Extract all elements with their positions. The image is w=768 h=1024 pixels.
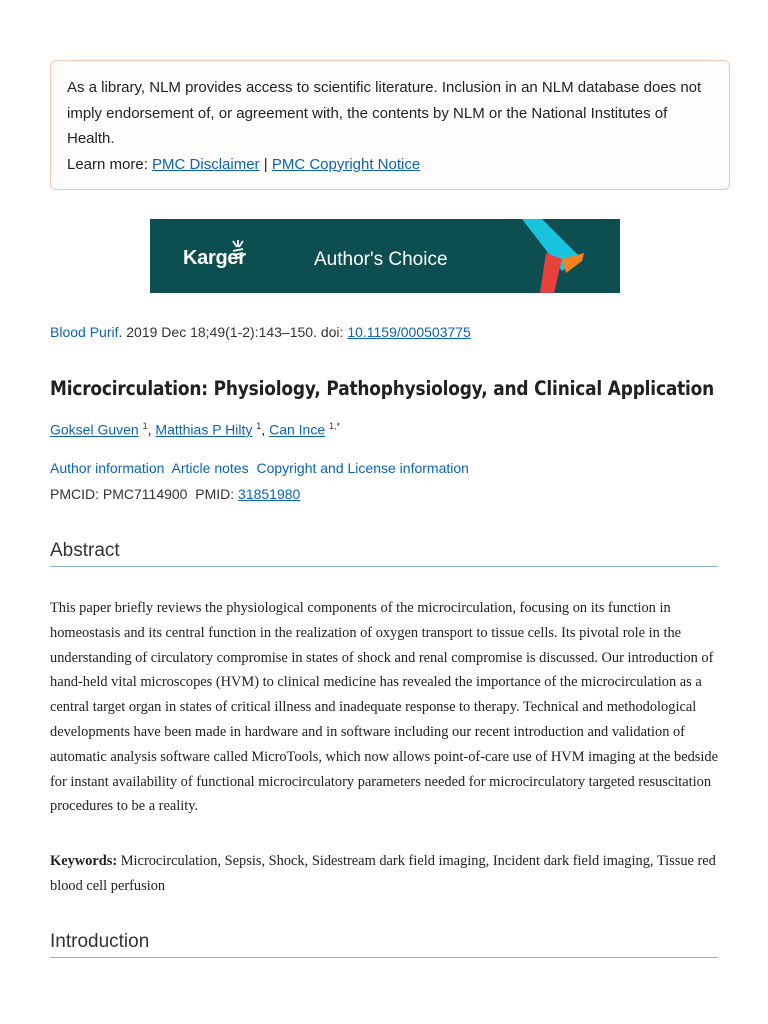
pmc-copyright-link[interactable]: PMC Copyright Notice bbox=[271, 155, 421, 173]
citation-details: . 2019 Dec 18;49(1-2):143–150. doi: bbox=[118, 324, 348, 340]
abstract-heading: Abstract bbox=[50, 540, 718, 567]
author-link[interactable]: Can Ince bbox=[269, 421, 326, 438]
keywords-list: Microcirculation, Sepsis, Shock, Sidestream dark field imaging, Incident dark field imaging, Tissue red blood cell perfusion bbox=[50, 853, 716, 894]
citation-line bbox=[50, 324, 471, 340]
author-information-link[interactable]: Author information bbox=[50, 460, 165, 476]
nlm-disclaimer-notice bbox=[50, 60, 730, 190]
pmcid: PMCID: PMC7114900 bbox=[50, 486, 188, 502]
author-affiliation-sup: 1 bbox=[256, 421, 262, 431]
author-list: Goksel Guven $^1$, Matthias P Hilty $^1$, Can Ince $^{1,*}$ bbox=[50, 421, 341, 438]
copyright-license-link[interactable]: Copyright and License information bbox=[256, 460, 469, 476]
journal-link[interactable]: Blood Purif bbox=[50, 324, 119, 340]
keywords-label: Keywords: bbox=[50, 853, 118, 869]
notice-text: As a library, NLM provides access to scientific literature. Inclusion in an NLM database does not imply endorsement of, or agreement with, the contents by NLM or the National Institutes of Health. bbox=[67, 79, 702, 147]
pmid-label: PMID: bbox=[195, 486, 235, 502]
author-affiliation-sup: 1 bbox=[142, 421, 148, 431]
article-info-links bbox=[50, 460, 473, 476]
article-title: Microcirculation: Physiology, Pathophysiology, and Clinical Application bbox=[50, 377, 715, 400]
link-separator: | bbox=[263, 155, 268, 173]
banner-ribbon-graphic-icon bbox=[500, 219, 620, 293]
author-link[interactable]: Matthias P Hilty bbox=[155, 421, 253, 438]
pmc-disclaimer-link[interactable]: PMC Disclaimer bbox=[152, 155, 260, 173]
article-identifiers bbox=[50, 486, 300, 502]
author-affiliation-sup: 1,* bbox=[329, 421, 341, 431]
authors-choice-label: Author's Choice bbox=[314, 249, 448, 270]
introduction-heading: Introduction bbox=[50, 931, 718, 958]
doi-link[interactable]: 10.1159/000503775 bbox=[347, 324, 471, 340]
article-notes-link[interactable]: Article notes bbox=[171, 460, 249, 476]
learn-more-line bbox=[67, 152, 713, 178]
keywords bbox=[50, 849, 720, 899]
author-link[interactable]: Goksel Guven bbox=[50, 421, 139, 438]
karger-logo: Karger bbox=[183, 247, 246, 269]
abstract-text: This paper briefly reviews the physiological components of the microcirculation, focusing on its function in homeostasis and its central function in the realization of oxygen transport to tissue cells. Its pivotal role in the understanding of circulatory compromise in states of shock and renal compromise is discussed. Our introduction of hand-held vital microscopes (HVM) to clinical medicine has revealed the importance of the microcirculation as a central target organ in states of critical illness and inadequate response to therapy. Technical and methodological developments have been made in hardware and in software including our recent introduction and validation of automatic analysis software called MicroTools, which now allows point-of-care use of HVM imaging at the bedside for instant availability of functional microcirculatory parameters needed for microcirculatory targeted resuscitation procedures to be a reality. bbox=[50, 600, 718, 815]
learn-more-label: Learn more: bbox=[67, 155, 148, 173]
pmid-link[interactable]: 31851980 bbox=[238, 486, 301, 502]
karger-authors-choice-banner[interactable] bbox=[150, 219, 620, 293]
